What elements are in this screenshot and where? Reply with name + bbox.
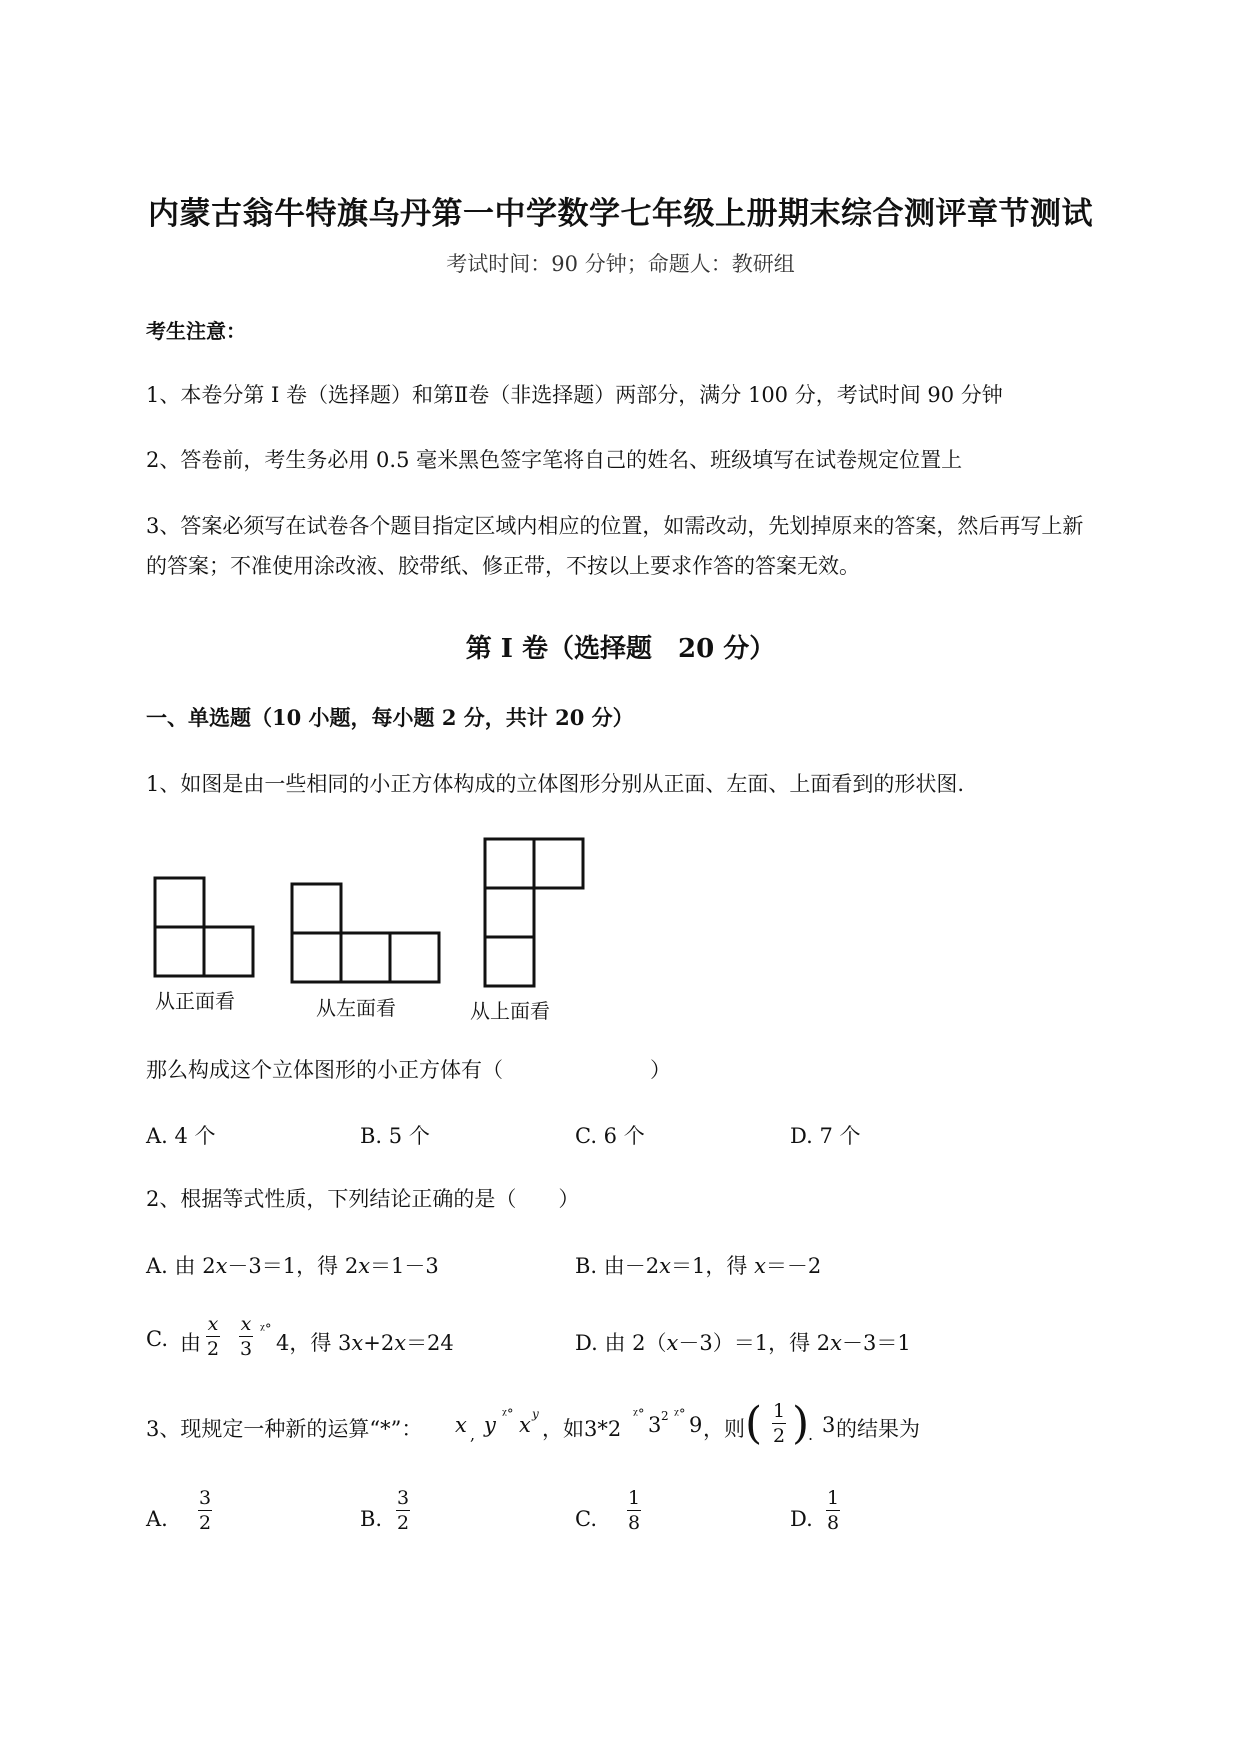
garbled-glyph: ᵡ°	[260, 1322, 272, 1337]
notes-heading: 考生注意：	[146, 319, 246, 343]
q1-question: 那么构成这个立体图形的小正方体有（ ）	[146, 1058, 671, 1082]
page-title: 内蒙古翁牛特旗乌丹第一中学数学七年级上册期末综合测评章节测试	[148, 196, 1093, 232]
fraction-1-over-2: 1 2	[772, 1400, 786, 1447]
option-letter: A.	[146, 1254, 168, 1278]
garbled-glyph: ᵡ°	[633, 1407, 645, 1422]
fraction: 3 2	[396, 1487, 410, 1534]
q1-option-a[interactable]: A. 4 个	[146, 1124, 216, 1148]
q1-option-c[interactable]: C. 6 个	[575, 1124, 645, 1148]
garbled-glyph: ᵡ°	[502, 1407, 514, 1422]
exam-info: 考试时间：90 分钟；命题人：教研组	[446, 252, 795, 276]
note-item-2: 2、答卷前，考生务必用 0.5 毫米黑色签字笔将自己的姓名、班级填写在试卷规定位置上	[146, 448, 963, 472]
q2-option-a[interactable]: A. 由 2x－3＝1，得 2x＝1－3	[146, 1254, 439, 1278]
label-left-view: 从左面看	[316, 996, 396, 1020]
q2-option-d[interactable]: D. 由 2（x－3）＝1，得 2x－3＝1	[575, 1331, 911, 1355]
garbled-glyph: ᵡ°	[674, 1407, 686, 1422]
part-title: 一、单选题（10 小题，每小题 2 分，共计 20 分）	[146, 705, 634, 730]
fraction-x-over-3: x 3	[239, 1313, 253, 1360]
option-letter: B.	[575, 1254, 598, 1278]
option-letter: C.	[146, 1327, 168, 1351]
note-item-3: 3、答案必须写在试卷各个题目指定区域内相应的位置，如需改动，先划掉原来的答案，然后再写上新	[146, 514, 1084, 538]
q1-option-b[interactable]: B. 5 个	[360, 1124, 430, 1148]
q2-option-b[interactable]: B. 由－2x＝1，得 x＝－2	[575, 1254, 822, 1278]
fraction: 1 8	[627, 1487, 641, 1534]
q1-stem: 1、如图是由一些相同的小正方体构成的立体图形分别从正面、左面、上面看到的形状图.	[146, 772, 965, 796]
fraction-x-over-2: x 2	[206, 1313, 220, 1360]
left-view-squares	[292, 884, 439, 982]
left-paren: (	[745, 1398, 763, 1449]
note-item-1: 1、本卷分第 I 卷（选择题）和第Ⅱ卷（非选择题）两部分，满分 100 分，考试时间 90 分钟	[146, 383, 1003, 407]
fraction: 1 8	[826, 1487, 840, 1534]
front-view-squares	[155, 878, 253, 976]
option-letter: D.	[575, 1331, 598, 1355]
fraction: 3 2	[198, 1487, 212, 1534]
note-item-3-cont: 的答案；不准使用涂改液、胶带纸、修正带，不按以上要求作答的答案无效。	[146, 554, 860, 578]
right-paren: )	[792, 1398, 810, 1449]
q1-option-d[interactable]: D. 7 个	[790, 1124, 861, 1148]
label-front-view: 从正面看	[155, 989, 235, 1013]
label-top-view: 从上面看	[470, 999, 550, 1023]
top-view-squares	[485, 839, 583, 986]
q2-stem: 2、根据等式性质，下列结论正确的是（ ）	[146, 1187, 580, 1211]
section-title: 第 I 卷（选择题 20 分）	[465, 634, 776, 664]
